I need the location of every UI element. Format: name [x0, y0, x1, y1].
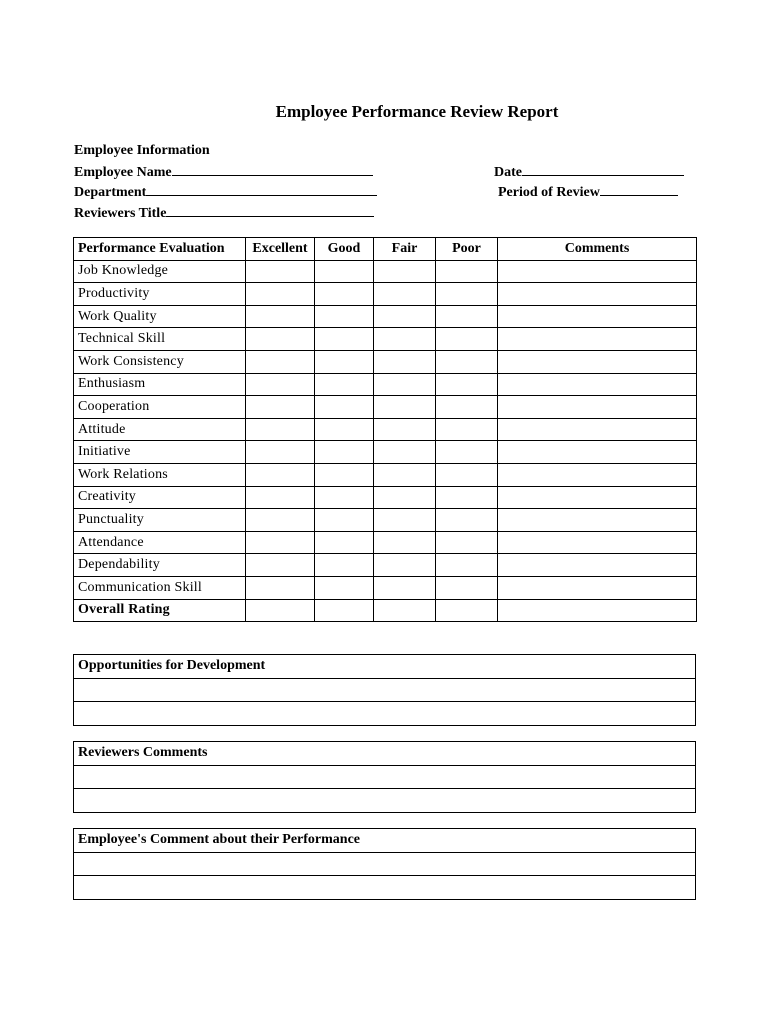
comments-cell[interactable]	[498, 599, 697, 622]
criterion-label: Attendance	[74, 531, 246, 554]
good-cell[interactable]	[315, 463, 374, 486]
table-row	[74, 283, 697, 306]
comments-cell[interactable]	[498, 396, 697, 419]
comments-cell[interactable]	[498, 373, 697, 396]
excellent-cell[interactable]	[246, 599, 315, 622]
criterion-label: Job Knowledge	[74, 260, 246, 283]
comments-cell[interactable]	[498, 531, 697, 554]
period-of-review-label: Period of Review	[498, 185, 600, 200]
criterion-label: Work Relations	[74, 463, 246, 486]
comments-cell[interactable]	[498, 418, 697, 441]
header-poor: Poor	[436, 238, 498, 261]
table-row	[74, 305, 697, 328]
fair-cell[interactable]	[374, 305, 436, 328]
comments-cell[interactable]	[498, 441, 697, 464]
criterion-label: Technical Skill	[74, 328, 246, 351]
excellent-cell[interactable]	[246, 509, 315, 532]
fair-cell[interactable]	[374, 328, 436, 351]
reviewers-comments-line-1[interactable]	[74, 765, 696, 789]
table-row	[74, 328, 697, 351]
good-cell[interactable]	[315, 509, 374, 532]
poor-cell[interactable]	[436, 554, 498, 577]
comments-cell[interactable]	[498, 554, 697, 577]
comments-cell[interactable]	[498, 260, 697, 283]
comments-cell[interactable]	[498, 486, 697, 509]
table-row	[74, 463, 697, 486]
fair-cell[interactable]	[374, 418, 436, 441]
reviewers-title-line[interactable]	[166, 204, 374, 217]
fair-cell[interactable]	[374, 486, 436, 509]
poor-cell[interactable]	[436, 260, 498, 283]
table-row	[74, 441, 697, 464]
excellent-cell[interactable]	[246, 418, 315, 441]
poor-cell[interactable]	[436, 509, 498, 532]
page-title: Employee Performance Review Report	[275, 102, 559, 121]
criterion-label: Work Quality	[74, 305, 246, 328]
reviewers-title-field[interactable]	[74, 204, 374, 222]
employee-comment-heading: Employee's Comment about their Performance	[74, 829, 696, 853]
table-row	[74, 599, 697, 622]
fair-cell[interactable]	[374, 396, 436, 419]
fair-cell[interactable]	[374, 373, 436, 396]
reviewers-comments-box	[73, 741, 696, 813]
fair-cell[interactable]	[374, 441, 436, 464]
comments-cell[interactable]	[498, 328, 697, 351]
employee-comment-line-1[interactable]	[74, 852, 696, 876]
table-row	[74, 531, 697, 554]
good-cell[interactable]	[315, 328, 374, 351]
excellent-cell[interactable]	[246, 554, 315, 577]
excellent-cell[interactable]	[246, 328, 315, 351]
criterion-label: Communication Skill	[74, 576, 246, 599]
poor-cell[interactable]	[436, 418, 498, 441]
excellent-cell[interactable]	[246, 305, 315, 328]
poor-cell[interactable]	[436, 531, 498, 554]
excellent-cell[interactable]	[246, 463, 315, 486]
criterion-label: Productivity	[74, 283, 246, 306]
performance-evaluation-table	[73, 237, 697, 622]
fair-cell[interactable]	[374, 509, 436, 532]
poor-cell[interactable]	[436, 486, 498, 509]
criterion-label: Attitude	[74, 418, 246, 441]
comments-cell[interactable]	[498, 305, 697, 328]
comments-cell[interactable]	[498, 463, 697, 486]
fair-cell[interactable]	[374, 554, 436, 577]
period-of-review-line[interactable]	[600, 183, 678, 196]
date-field[interactable]	[494, 163, 684, 181]
table-row	[74, 554, 697, 577]
fair-cell[interactable]	[374, 283, 436, 306]
comments-cell[interactable]	[498, 350, 697, 373]
good-cell[interactable]	[315, 576, 374, 599]
fair-cell[interactable]	[374, 350, 436, 373]
department-label: Department	[74, 185, 147, 200]
header-excellent: Excellent	[246, 238, 315, 261]
table-row	[74, 373, 697, 396]
excellent-cell[interactable]	[246, 260, 315, 283]
employee-information-heading: Employee Information	[74, 143, 210, 158]
employee-name-label: Employee Name	[74, 165, 172, 180]
criterion-label: Punctuality	[74, 509, 246, 532]
good-cell[interactable]	[315, 283, 374, 306]
development-heading: Opportunities for Development	[74, 655, 696, 679]
excellent-cell[interactable]	[246, 350, 315, 373]
good-cell[interactable]	[315, 418, 374, 441]
poor-cell[interactable]	[436, 305, 498, 328]
table-row	[74, 509, 697, 532]
criterion-label: Work Consistency	[74, 350, 246, 373]
employee-comment-box	[73, 828, 696, 900]
poor-cell[interactable]	[436, 463, 498, 486]
table-row	[74, 396, 697, 419]
good-cell[interactable]	[315, 599, 374, 622]
evaluation-header-row	[74, 238, 697, 261]
comments-cell[interactable]	[498, 283, 697, 306]
table-row	[74, 576, 697, 599]
fair-cell[interactable]	[374, 599, 436, 622]
poor-cell[interactable]	[436, 350, 498, 373]
good-cell[interactable]	[315, 305, 374, 328]
date-line[interactable]	[522, 163, 684, 176]
comments-cell[interactable]	[498, 576, 697, 599]
criterion-label: Creativity	[74, 486, 246, 509]
criterion-label: Initiative	[74, 441, 246, 464]
fair-cell[interactable]	[374, 260, 436, 283]
period-of-review-field[interactable]	[498, 183, 678, 201]
table-row	[74, 260, 697, 283]
good-cell[interactable]	[315, 531, 374, 554]
development-box	[73, 654, 696, 726]
employee-comment-line-2[interactable]	[74, 876, 696, 900]
table-row	[74, 350, 697, 373]
development-line-1[interactable]	[74, 678, 696, 702]
date-label: Date	[494, 165, 522, 180]
poor-cell[interactable]	[436, 373, 498, 396]
header-good: Good	[315, 238, 374, 261]
excellent-cell[interactable]	[246, 396, 315, 419]
fair-cell[interactable]	[374, 463, 436, 486]
comments-cell[interactable]	[498, 509, 697, 532]
good-cell[interactable]	[315, 396, 374, 419]
excellent-cell[interactable]	[246, 486, 315, 509]
excellent-cell[interactable]	[246, 531, 315, 554]
development-line-2[interactable]	[74, 702, 696, 726]
table-row	[74, 418, 697, 441]
department-field[interactable]	[74, 183, 377, 201]
reviewers-comments-heading: Reviewers Comments	[74, 742, 696, 766]
excellent-cell[interactable]	[246, 283, 315, 306]
criterion-label: Overall Rating	[74, 599, 246, 622]
poor-cell[interactable]	[436, 396, 498, 419]
poor-cell[interactable]	[436, 328, 498, 351]
table-row	[74, 486, 697, 509]
excellent-cell[interactable]	[246, 441, 315, 464]
criterion-label: Dependability	[74, 554, 246, 577]
header-fair: Fair	[374, 238, 436, 261]
excellent-cell[interactable]	[246, 576, 315, 599]
employee-name-line[interactable]	[172, 163, 373, 176]
header-comments: Comments	[498, 238, 697, 261]
poor-cell[interactable]	[436, 441, 498, 464]
good-cell[interactable]	[315, 441, 374, 464]
good-cell[interactable]	[315, 373, 374, 396]
poor-cell[interactable]	[436, 599, 498, 622]
department-line[interactable]	[146, 183, 377, 196]
good-cell[interactable]	[315, 486, 374, 509]
reviewers-comments-line-2[interactable]	[74, 789, 696, 813]
header-performance-evaluation: Performance Evaluation	[74, 238, 246, 261]
fair-cell[interactable]	[374, 576, 436, 599]
poor-cell[interactable]	[436, 576, 498, 599]
criterion-label: Cooperation	[74, 396, 246, 419]
reviewers-title-label: Reviewers Title	[74, 206, 167, 221]
criterion-label: Enthusiasm	[74, 373, 246, 396]
excellent-cell[interactable]	[246, 373, 315, 396]
good-cell[interactable]	[315, 350, 374, 373]
fair-cell[interactable]	[374, 531, 436, 554]
poor-cell[interactable]	[436, 283, 498, 306]
good-cell[interactable]	[315, 260, 374, 283]
employee-name-field[interactable]	[74, 163, 373, 181]
good-cell[interactable]	[315, 554, 374, 577]
